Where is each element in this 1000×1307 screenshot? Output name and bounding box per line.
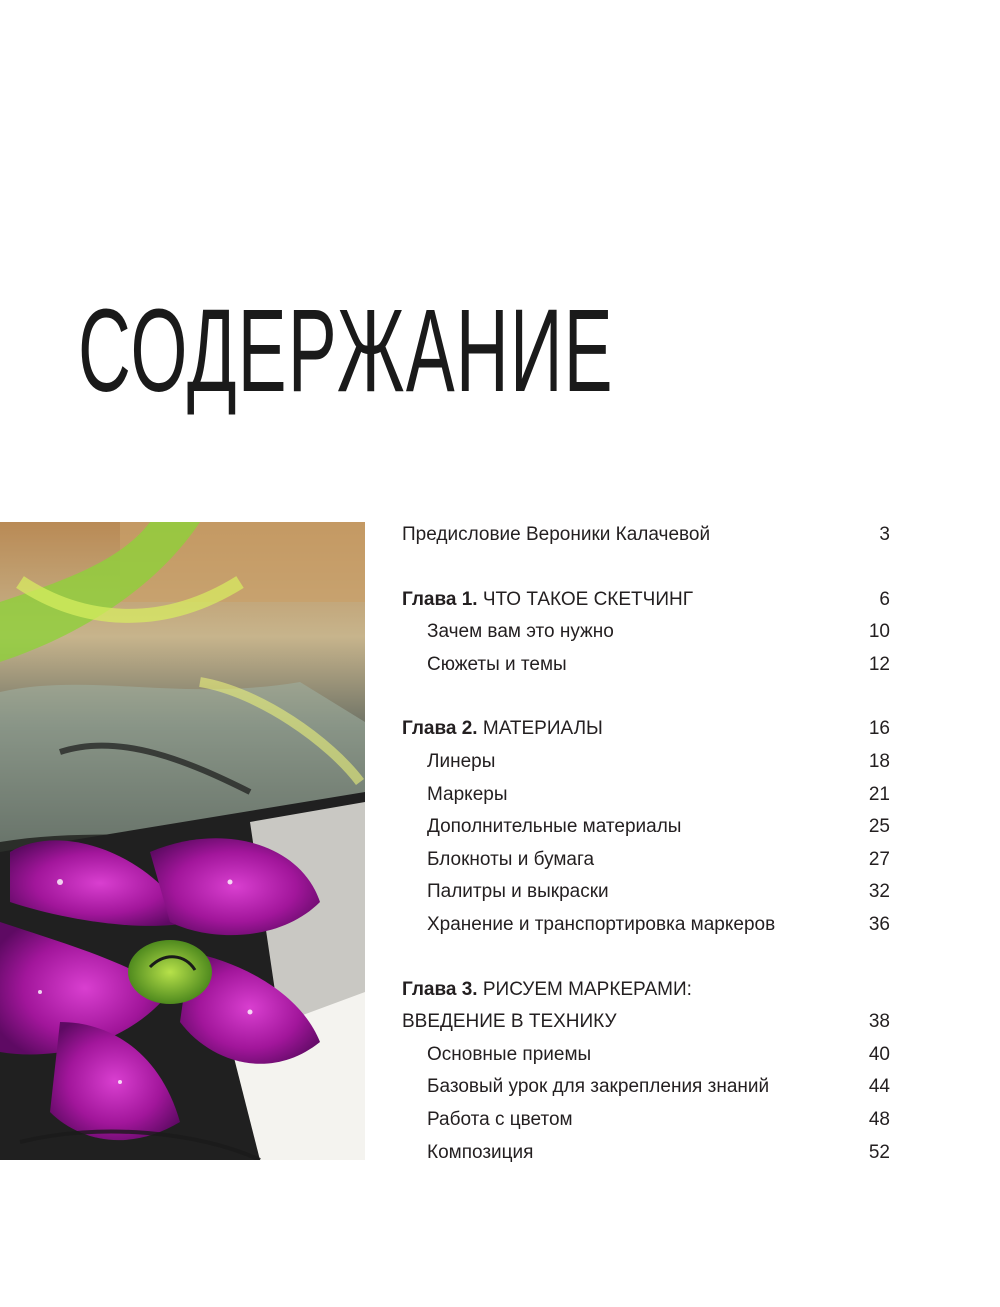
toc-entry-preface[interactable]: [402, 519, 890, 552]
toc-entry-label: Хранение и транспортировка маркеров: [427, 913, 776, 935]
table-of-contents: [402, 519, 890, 1169]
toc-page-number: 44: [868, 1076, 890, 1098]
toc-chapter-3[interactable]: [402, 974, 890, 1007]
chapter-title: МАТЕРИАЛЫ: [482, 718, 603, 740]
toc-entry[interactable]: [402, 616, 890, 649]
toc-entry-label: Работа с цветом: [427, 1108, 573, 1130]
chapter-prefix: Глава 3.: [402, 978, 478, 1000]
toc-page-number: 18: [868, 750, 890, 772]
toc-page-number: 40: [868, 1043, 890, 1065]
toc-chapter-1[interactable]: [402, 584, 890, 617]
toc-page-number: 3: [879, 524, 890, 545]
toc-entry[interactable]: [402, 779, 890, 812]
orchid-sketch-photo: [0, 522, 365, 1160]
toc-chapter-2[interactable]: [402, 713, 890, 746]
toc-page-number: 25: [868, 816, 890, 838]
toc-entry-label: Композиция: [427, 1141, 534, 1163]
page-title: СОДЕРЖАНИЕ: [78, 285, 614, 417]
toc-page-number: 21: [868, 783, 890, 805]
toc-entry[interactable]: [402, 1104, 890, 1137]
toc-entry-label: Линеры: [427, 750, 496, 772]
toc-entry[interactable]: [402, 844, 890, 877]
toc-entry[interactable]: [402, 1137, 890, 1170]
toc-page-number: 52: [868, 1141, 890, 1163]
toc-page-number: 10: [868, 621, 890, 643]
toc-entry[interactable]: [402, 1071, 890, 1104]
toc-page-number: 6: [879, 588, 890, 610]
toc-page-number: 27: [868, 848, 890, 870]
toc-entry[interactable]: [402, 811, 890, 844]
toc-page-number: 38: [868, 1011, 890, 1033]
toc-entry-label: Сюжеты и темы: [427, 653, 567, 675]
chapter-title: ВВЕДЕНИЕ В ТЕХНИКУ: [402, 1011, 617, 1033]
toc-page-number: 32: [868, 881, 890, 903]
toc-page-number: 12: [868, 653, 890, 675]
toc-page-number: 48: [868, 1108, 890, 1130]
toc-entry[interactable]: [402, 649, 890, 682]
toc-entry[interactable]: [402, 876, 890, 909]
chapter-prefix: Глава 2.: [402, 718, 478, 740]
toc-entry-label: Блокноты и бумага: [427, 848, 595, 870]
toc-entry-label: Дополнительные материалы: [427, 816, 682, 838]
toc-entry-label: Палитры и выкраски: [427, 881, 609, 903]
chapter-title: ЧТО ТАКОЕ СКЕТЧИНГ: [482, 588, 693, 610]
toc-entry[interactable]: [402, 909, 890, 942]
toc-page-number: 36: [868, 913, 890, 935]
toc-entry-label: Зачем вам это нужно: [427, 621, 614, 643]
toc-entry-label: Предисловие Вероники Калачевой: [402, 524, 711, 545]
toc-entry[interactable]: [402, 746, 890, 779]
toc-page-number: 16: [868, 718, 890, 740]
toc-entry-label: Маркеры: [427, 783, 508, 805]
chapter-prefix: Глава 1.: [402, 588, 478, 610]
toc-entry-label: Основные приемы: [427, 1043, 592, 1065]
toc-chapter-3-continued[interactable]: [402, 1006, 890, 1039]
toc-entry[interactable]: [402, 1039, 890, 1072]
toc-entry-label: Базовый урок для закрепления знаний: [427, 1076, 770, 1098]
chapter-title: РИСУЕМ МАРКЕРАМИ:: [482, 978, 692, 1000]
